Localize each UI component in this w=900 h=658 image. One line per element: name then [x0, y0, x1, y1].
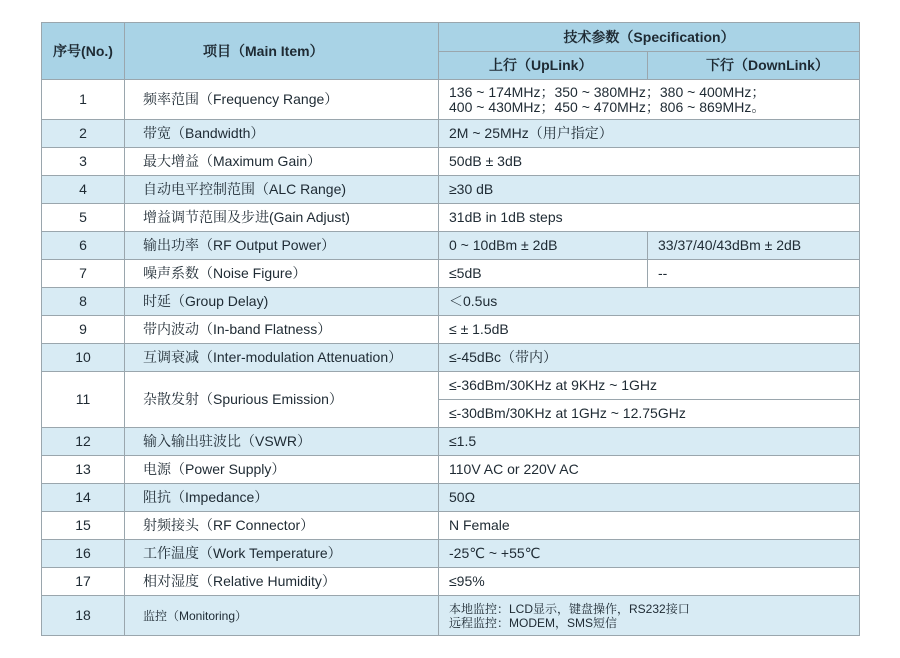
- row-item: 杂散发射（Spurious Emission）: [125, 372, 439, 428]
- row-no: 11: [42, 372, 125, 428]
- row-item: 带内波动（In-band Flatness）: [125, 316, 439, 344]
- row-spec: [439, 596, 860, 636]
- row-spec: 31dB in 1dB steps: [439, 204, 860, 232]
- row-no: 5: [42, 204, 125, 232]
- row-item: 监控（Monitoring）: [125, 596, 439, 636]
- row-item: 自动电平控制范围（ALC Range): [125, 176, 439, 204]
- row-spec: ≤-30dBm/30KHz at 1GHz ~ 12.75GHz: [439, 400, 860, 428]
- table-row: [42, 540, 860, 568]
- table-row: [42, 232, 860, 260]
- row-no: 6: [42, 232, 125, 260]
- spec-line: 远程监控：MODEM，SMS短信: [449, 615, 618, 630]
- row-no: 9: [42, 316, 125, 344]
- header-uplink: 上行（UpLink）: [439, 52, 648, 80]
- row-no: 12: [42, 428, 125, 456]
- row-spec: ≥30 dB: [439, 176, 860, 204]
- table-row: [42, 176, 860, 204]
- row-item: 工作温度（Work Temperature）: [125, 540, 439, 568]
- header-no: 序号(No.): [42, 23, 125, 80]
- row-item: 带宽（Bandwidth）: [125, 120, 439, 148]
- table-row: [42, 204, 860, 232]
- table-row: [42, 456, 860, 484]
- table-row: [42, 288, 860, 316]
- table-row: [42, 148, 860, 176]
- table-row: [42, 512, 860, 540]
- header-spec: 技术参数（Specification）: [439, 23, 860, 52]
- row-downlink: --: [648, 260, 860, 288]
- row-no: 18: [42, 596, 125, 636]
- header-row: [42, 23, 860, 52]
- row-spec: 50dB ± 3dB: [439, 148, 860, 176]
- header-downlink: 下行（DownLink）: [648, 52, 860, 80]
- row-no: 17: [42, 568, 125, 596]
- row-no: 8: [42, 288, 125, 316]
- row-no: 2: [42, 120, 125, 148]
- table-row: [42, 484, 860, 512]
- spec-line: 400 ~ 430MHz；450 ~ 470MHz；806 ~ 869MHz。: [449, 98, 766, 115]
- specification-table: [41, 22, 860, 636]
- row-item: 频率范围（Frequency Range）: [125, 80, 439, 120]
- table-row: [42, 596, 860, 636]
- row-spec: ＜0.5us: [439, 288, 860, 316]
- row-spec: 50Ω: [439, 484, 860, 512]
- header-item: 项目（Main Item）: [125, 23, 439, 80]
- row-uplink: 0 ~ 10dBm ± 2dB: [439, 232, 648, 260]
- row-spec: ≤ ± 1.5dB: [439, 316, 860, 344]
- spec-line: 本地监控：LCD显示，键盘操作，RS232接口: [449, 601, 690, 616]
- row-no: 4: [42, 176, 125, 204]
- row-item: 输入输出驻波比（VSWR）: [125, 428, 439, 456]
- row-item: 阻抗（Impedance）: [125, 484, 439, 512]
- row-no: 13: [42, 456, 125, 484]
- table-row: [42, 344, 860, 372]
- row-spec: 2M ~ 25MHz（用户指定）: [439, 120, 860, 148]
- row-spec: -25℃ ~ +55℃: [439, 540, 860, 568]
- row-spec: ≤-45dBc（带内）: [439, 344, 860, 372]
- row-item: 互调衰减（Inter-modulation Attenuation）: [125, 344, 439, 372]
- row-spec: ≤95%: [439, 568, 860, 596]
- row-no: 7: [42, 260, 125, 288]
- row-item: 相对湿度（Relative Humidity）: [125, 568, 439, 596]
- spec-table-container: [41, 22, 859, 636]
- row-downlink: 33/37/40/43dBm ± 2dB: [648, 232, 860, 260]
- spec-line: 136 ~ 174MHz；350 ~ 380MHz；380 ~ 400MHz；: [449, 83, 766, 100]
- table-row: [42, 316, 860, 344]
- row-no: 3: [42, 148, 125, 176]
- row-item: 噪声系数（Noise Figure）: [125, 260, 439, 288]
- row-item: 射频接头（RF Connector）: [125, 512, 439, 540]
- table-row: [42, 428, 860, 456]
- row-item: 电源（Power Supply）: [125, 456, 439, 484]
- row-no: 15: [42, 512, 125, 540]
- row-item: 增益调节范围及步进(Gain Adjust): [125, 204, 439, 232]
- row-item: 输出功率（RF Output Power）: [125, 232, 439, 260]
- table-row: [42, 80, 860, 120]
- row-no: 14: [42, 484, 125, 512]
- row-item: 最大增益（Maximum Gain）: [125, 148, 439, 176]
- row-no: 10: [42, 344, 125, 372]
- row-item: 时延（Group Delay): [125, 288, 439, 316]
- row-no: 16: [42, 540, 125, 568]
- row-spec: 110V AC or 220V AC: [439, 456, 860, 484]
- table-row: [42, 260, 860, 288]
- row-spec: N Female: [439, 512, 860, 540]
- table-row: [42, 372, 860, 400]
- row-spec: [439, 80, 860, 120]
- table-row: [42, 568, 860, 596]
- row-spec: ≤-36dBm/30KHz at 9KHz ~ 1GHz: [439, 372, 860, 400]
- row-no: 1: [42, 80, 125, 120]
- row-uplink: ≤5dB: [439, 260, 648, 288]
- table-row: [42, 120, 860, 148]
- row-spec: ≤1.5: [439, 428, 860, 456]
